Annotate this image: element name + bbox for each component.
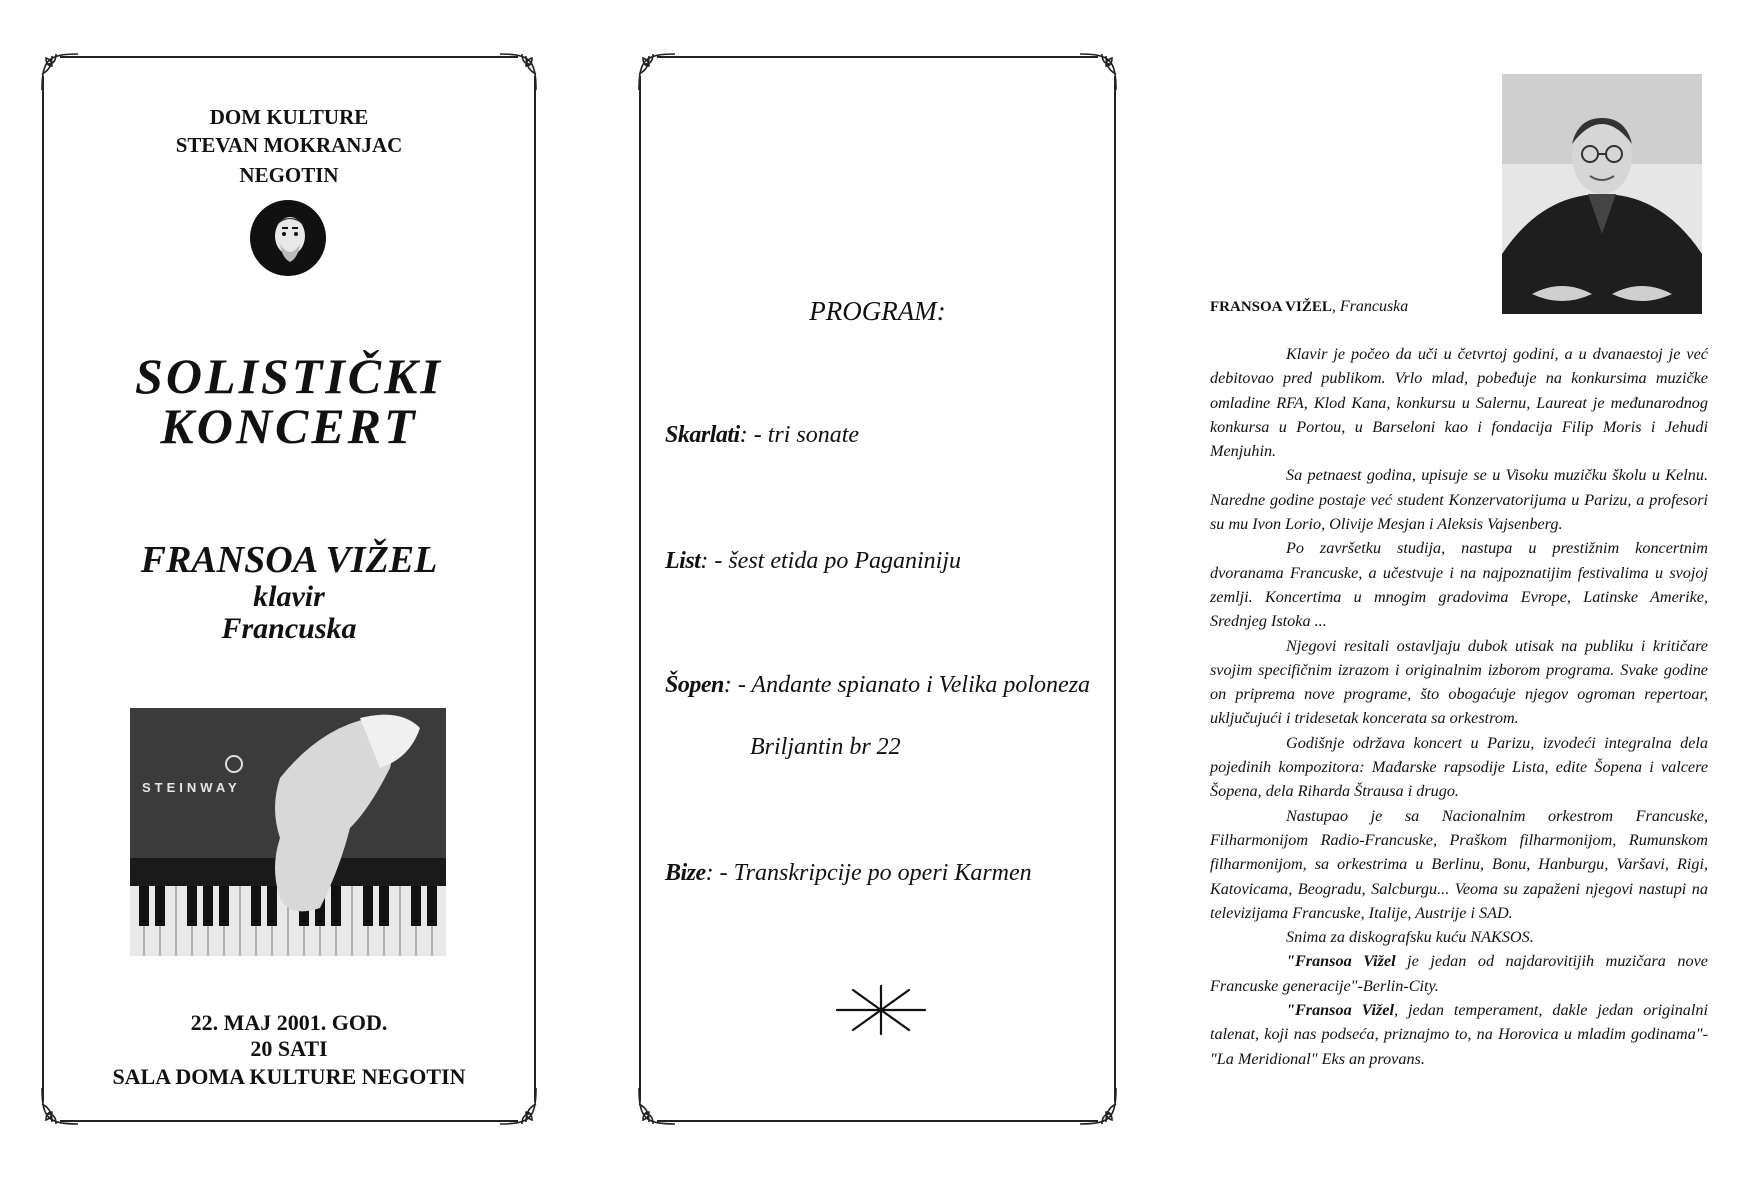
artist-name: FRANSOA VIŽEL [140, 539, 438, 581]
bio-paragraph: Godišnje održava koncert u Parizu, izvodeći integralna dela pojedinih kompozitora: Mađarske rapsodije Lista, edite Šopena i valcere Šopena, dela Riharda Štrausa i drugo. [1210, 733, 1708, 801]
bio-paragraph: Sa petnaest godina, upisuje se u Visoku muzičku školu u Kelnu. Naredne godine postaje već student Konzervatorijuma u Parizu, a profesori su mu Ivon Lorio, Olivije Mesjan i Aleksis Vajsenberg. [1210, 466, 1708, 534]
program-item: List: - šest etida po Paganiniju [665, 548, 961, 574]
program-heading: PROGRAM: [809, 296, 946, 326]
piano-photo [130, 708, 446, 956]
org-line-2: STEVAN MOKRANJAC [175, 133, 403, 157]
event-date: 22. MAJ 2001. GOD. [190, 1010, 388, 1035]
bio-paragraph: Njegovi resitali ostavljaju dubok utisak na publiku i kritičare svojim specifičnim izrazom i originalnim izborom programa. Svake godine on priprema nove programe, što obogaćuje njegov ogroman repertoar, uključujući i tridesetak koncerata sa orkestrom. [1210, 636, 1708, 728]
biography-panel [1210, 60, 1710, 1130]
frame-left [639, 76, 641, 1102]
bio-paragraph: Snima za diskografsku kuću NAKSOS. [1286, 928, 1534, 947]
artist-photo [1502, 74, 1702, 314]
program-composer: Šopen [665, 672, 724, 698]
program-work: Transkripcije po operi Karmen [733, 860, 1032, 886]
program-composer: Bize [665, 860, 706, 886]
title-line-2: KONCERT [160, 398, 418, 454]
ornamental-corner-icon [635, 50, 679, 94]
program-composer: List [665, 548, 701, 574]
org-line-3: NEGOTIN [239, 163, 339, 187]
program-work: šest etida po Paganiniju [728, 548, 961, 574]
frame-bottom [657, 1120, 1098, 1122]
ornamental-corner-icon [635, 1084, 679, 1128]
program-work: tri sonate [767, 422, 860, 448]
bio-paragraph: Po završetku studija, nastupa u prestižnim koncertnim dvoranama Francuske, a učestvuje i na najpoznatijim festivalima u svojoj zemlji. Koncertima u mnogim gradovima Evrope, Latinske Amerike, Srednjeg Istoka ... [1210, 539, 1708, 631]
bio-text [1210, 342, 1708, 1071]
title-line-1: SOLISTIČKI [135, 348, 443, 404]
ornamental-corner-icon [1076, 50, 1120, 94]
country: Francuska [221, 612, 357, 645]
program-composer: Skarlati [665, 422, 740, 448]
bio-caption [1210, 298, 1408, 316]
piano-brand-label: STEINWAY [142, 780, 241, 795]
bio-quote-name: "Fransoa Vižel [1286, 1001, 1394, 1020]
program-item: Šopen: - Andante spianato i Velika poloneza [665, 672, 1091, 698]
ornamental-corner-icon [496, 50, 540, 94]
bio-paragraph: Nastupao je sa Nacionalnim orkestrom Francuske, Filharmonijom Radio-Francuske, Praškom filharmonijom, Rumunskom filharmonijom, sa orkestrima u Berlinu, Bonu, Hanburgu, Varšavi, Rigi, Katovicama, Beogradu, Salcburgu... Veoma su zapaženi njegovi nastupi na televizijama Francuske, Italije, Austrije i SAD. [1210, 806, 1708, 922]
bio-quote-name: "Fransoa Vižel [1286, 952, 1396, 971]
instrument: klavir [253, 580, 325, 613]
bio-quote: "Fransoa Vižel je jedan od najdarovitijih muzičara nove Francuske generacije"-Berlin-City. [1210, 952, 1708, 995]
bio-caption-country: , Francuska [1331, 298, 1409, 315]
program-work: Andante spianato i Velika poloneza [751, 672, 1091, 698]
program-panel [635, 50, 1120, 1128]
asterisk-ornament-icon [833, 982, 929, 1038]
bio-paragraph: Klavir je počeo da uči u četvrtoj godini, a u dvanaestoj je već debitovao pred publikom. Vrlo mlad, pobeđuje na konkursima muzičke omladine RFA, Klod Kana, konkursu u Salernu, Laureat je međunarodnog konkursa u Portou, u Barseloni kao i fondacija Filip Moris i Jehudi Menjuhin. [1210, 345, 1708, 461]
frame-bottom [60, 1120, 518, 1122]
frame-right [1114, 76, 1116, 1102]
program-continuation: Briljantin br 22 [750, 734, 901, 760]
program-item: Bize: - Transkripcije po operi Karmen [665, 860, 1032, 886]
org-line-1: DOM KULTURE [209, 105, 369, 129]
ornamental-corner-icon [38, 50, 82, 94]
frame-top [60, 56, 518, 58]
ornamental-corner-icon [1076, 1084, 1120, 1128]
event-time: 20 SATI [250, 1036, 328, 1061]
composer-portrait-logo-icon [250, 200, 326, 276]
program-item: Skarlati: - tri sonate [665, 422, 860, 448]
bio-quote: "Fransoa Vižel, jedan temperament, dakle jedan originalni talenat, koji nas podseća, priznajmo to, na Horovica u mladim godinama"- "La Meridional" Eks an provans. [1210, 1001, 1708, 1068]
bio-caption-name: FRANSOA VIŽEL [1210, 299, 1332, 315]
frame-top [657, 56, 1098, 58]
event-venue: SALA DOMA KULTURE NEGOTIN [112, 1064, 466, 1089]
cover-panel [38, 50, 540, 1128]
